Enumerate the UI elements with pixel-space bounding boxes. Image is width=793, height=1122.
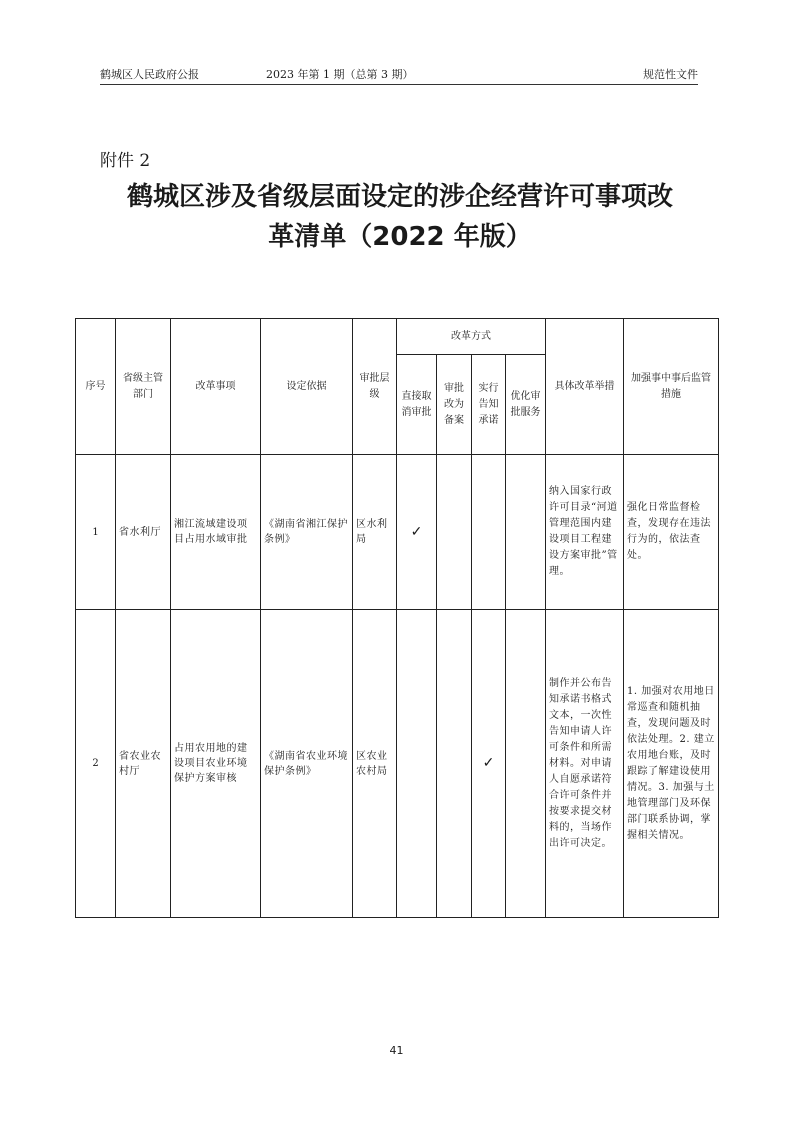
header-level: 审批层级 — [353, 319, 397, 455]
row1-optimize-cell — [506, 455, 546, 610]
row1-supervision: 强化日常监督检查，发现存在违法行为的，依法查处。 — [624, 455, 719, 610]
row2-dept: 省农业农村厅 — [116, 610, 171, 918]
reform-list-table — [75, 318, 719, 918]
document-title-line2: 革清单（2022 年版） — [268, 222, 532, 252]
row2-supervision: 1. 加强对农用地日常巡查和随机抽查，发现问题及时依法处理。2. 建立农用地台账，及时跟踪了解建设使用情况。3. 加强与土地管理部门及环保部门联系协调，掌握相关情况。 — [624, 610, 719, 918]
header-optimize: 优化审批服务 — [506, 355, 546, 455]
header-seq: 序号 — [76, 319, 116, 455]
row2-optimize-cell — [506, 610, 546, 918]
header-supervision: 加强事中事后监管措施 — [624, 319, 719, 455]
header-category: 规范性文件 — [643, 68, 698, 81]
attachment-label: 附件 2 — [100, 151, 151, 171]
row1-level: 区水利局 — [353, 455, 397, 610]
page-number: 41 — [389, 1044, 404, 1057]
header-publication: 鹤城区人民政府公报 — [100, 68, 199, 81]
row2-basis: 《湖南省农业环境保护条例》 — [261, 610, 353, 918]
check-mark-icon: ✓ — [410, 523, 423, 540]
check-mark-icon: ✓ — [482, 755, 495, 771]
header-notify: 实行告知承诺 — [472, 355, 506, 455]
row2-level: 区农业农村局 — [353, 610, 397, 918]
header-filing: 审批改为备案 — [437, 355, 472, 455]
row2-seq: 2 — [76, 610, 116, 918]
header-item: 改革事项 — [171, 319, 261, 455]
row1-dept: 省水利厅 — [116, 455, 171, 610]
row1-seq: 1 — [76, 455, 116, 610]
row2-measures: 制作并公布告知承诺书格式文本，一次性告知申请人许可条件和所需材料。对申请人自愿承诺符合许可条件并按要求提交材料的，当场作出许可决定。 — [546, 610, 624, 918]
row1-measures: 纳入国家行政许可目录“河道管理范围内建设项目工程建设方案审批”管理。 — [546, 455, 624, 610]
row1-cancel-cell — [397, 455, 437, 610]
row1-notify-cell — [472, 455, 506, 610]
header-method-group: 改革方式 — [397, 319, 546, 355]
row1-basis: 《湖南省湘江保护条例》 — [261, 455, 353, 610]
row1-item: 湘江流域建设项目占用水域审批 — [171, 455, 261, 610]
header-dept: 省级主管部门 — [116, 319, 171, 455]
table-header-row-1 — [76, 319, 719, 355]
header-rule — [100, 84, 698, 85]
row2-notify-cell — [472, 610, 506, 918]
table-row — [76, 455, 719, 610]
header-issue: 2023 年第 1 期（总第 3 期） — [266, 68, 414, 81]
row1-filing-cell — [437, 455, 472, 610]
document-title-line1: 鹤城区涉及省级层面设定的涉企经营许可事项改 — [126, 182, 673, 212]
header-measures: 具体改革举措 — [546, 319, 624, 455]
table-row — [76, 610, 719, 918]
row2-item: 占用农用地的建设项目农业环境保护方案审核 — [171, 610, 261, 918]
row2-cancel-cell — [397, 610, 437, 918]
row2-filing-cell — [437, 610, 472, 918]
header-basis: 设定依据 — [261, 319, 353, 455]
header-cancel: 直接取消审批 — [397, 355, 437, 455]
page-header — [100, 66, 698, 84]
